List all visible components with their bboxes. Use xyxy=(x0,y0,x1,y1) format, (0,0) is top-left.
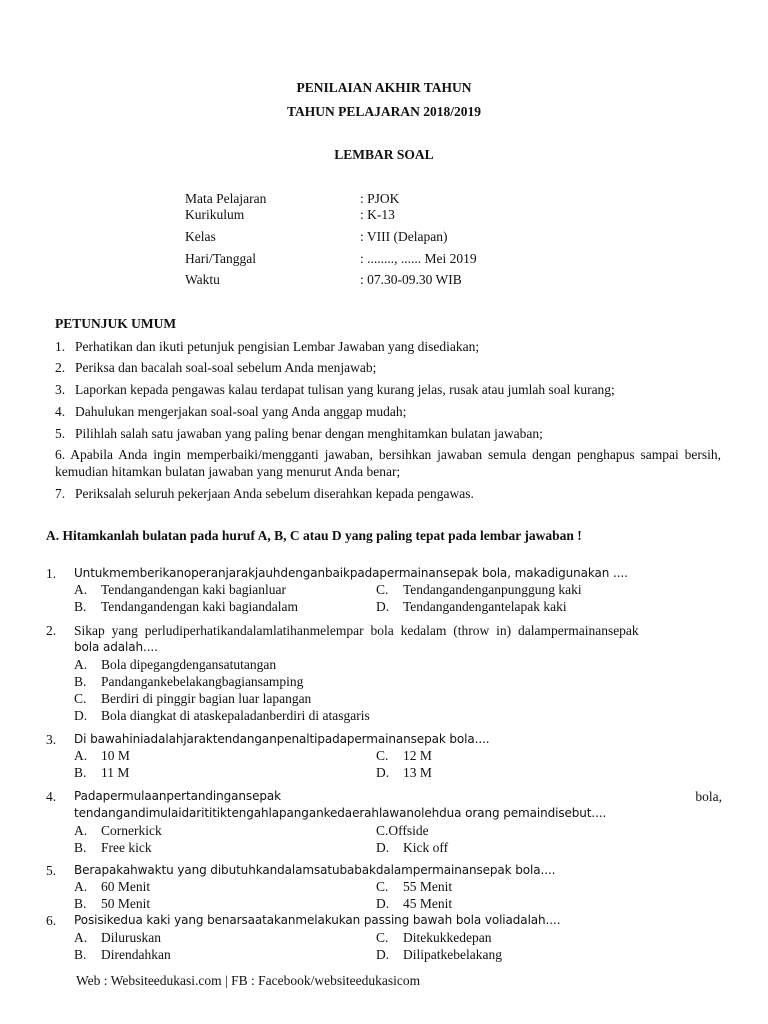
doc-heading: LEMBAR SOAL xyxy=(334,147,434,162)
instruction-item xyxy=(55,381,721,398)
identity-value: : K-13 xyxy=(360,207,395,222)
instruction-text: Periksalah seluruh pekerjaan Anda sebelum diserahkan kepada pengawas. xyxy=(75,486,474,501)
instruction-number: 6. xyxy=(55,447,66,462)
option-a: A. 60 Menit xyxy=(74,879,151,894)
instruction-number: 1. xyxy=(55,339,66,354)
question-text-continued: tendangandimulaidarititiktengahlapangankedaerahlawanolehdua orang pemaindisebut.... xyxy=(74,806,607,820)
identity-label: Kelas xyxy=(185,229,216,244)
identity-value: : VIII (Delapan) xyxy=(360,229,448,244)
question-text: Padapermulaanpertandingansepak xyxy=(74,789,281,803)
instruction-item xyxy=(55,425,721,442)
option-a: A. Diluruskan xyxy=(74,930,161,945)
instruction-number: 5. xyxy=(55,426,66,441)
question-text: Untukmemberikanoperanjarakjauhdenganbaikpadapermainansepak bola, makadigunakan .... xyxy=(74,566,628,580)
option-a: A. 10 M xyxy=(74,748,130,763)
instruction-item xyxy=(55,403,721,420)
option-a: A. Cornerkick xyxy=(74,823,162,838)
option-d: D. Kick off xyxy=(376,840,449,855)
option-b: B. Tendangandengan kaki bagiandalam xyxy=(74,599,298,614)
instruction-text: Perhatikan dan ikuti petunjuk pengisian Lembar Jawaban yang disediakan; xyxy=(75,339,480,354)
option-b: B. Pandangankebelakangbagiansamping xyxy=(74,674,304,689)
question-number: 5. xyxy=(46,863,57,878)
instruction-number: 3. xyxy=(55,382,66,397)
option-c: C.Offside xyxy=(376,823,429,838)
instruction-number: 2. xyxy=(55,360,66,375)
instruction-item xyxy=(55,338,721,355)
option-b: B. Direndahkan xyxy=(74,947,171,962)
instructions-title: PETUNJUK UMUM xyxy=(55,316,177,331)
instruction-item xyxy=(55,446,721,480)
identity-label: Hari/Tanggal xyxy=(185,251,257,266)
doc-title: PENILAIAN AKHIR TAHUN xyxy=(296,80,472,95)
question-number: 4. xyxy=(46,789,57,804)
option-c: C. Tendangandenganpunggung kaki xyxy=(376,582,582,597)
instruction-text: Laporkan kepada pengawas kalau terdapat tulisan yang kurang jelas, rusak atau jumlah soal kurang; xyxy=(75,382,615,397)
question-text: Sikap yang perludiperhatikandalamlatihanmelempar bola kedalam (throw in) dalampermainansepak xyxy=(74,623,639,638)
footer-links: Web : Websiteedukasi.com | FB : Facebook/websiteedukasicom xyxy=(76,973,421,988)
identity-label: Mata Pelajaran xyxy=(185,191,267,206)
instruction-number: 4. xyxy=(55,404,66,419)
option-d: D. Tendangandengantelapak kaki xyxy=(376,599,567,614)
option-c: C. 55 Menit xyxy=(376,879,453,894)
option-d: D. Bola diangkat di ataskepaladanberdiri di atasgaris xyxy=(74,708,370,723)
question-text: Di bawahiniadalahjaraktendanganpenaltipadapermainansepak bola.... xyxy=(74,732,490,746)
option-c: C. 12 M xyxy=(376,748,432,763)
option-d: D. 13 M xyxy=(376,765,432,780)
identity-value: : 07.30-09.30 WIB xyxy=(360,272,462,287)
option-b: B. Free kick xyxy=(74,840,152,855)
option-c: C. Ditekukkedepan xyxy=(376,930,492,945)
identity-label: Waktu xyxy=(185,272,220,287)
instruction-item xyxy=(55,485,721,502)
instruction-text: Periksa dan bacalah soal-soal sebelum Anda menjawab; xyxy=(75,360,377,375)
option-b: B. 50 Menit xyxy=(74,896,151,911)
question-text-continued: bola adalah.... xyxy=(74,640,158,654)
identity-value: : ........, ...... Mei 2019 xyxy=(360,251,477,266)
doc-subtitle: TAHUN PELAJARAN 2018/2019 xyxy=(286,104,481,119)
instruction-number: 7. xyxy=(55,486,66,501)
question-number: 3. xyxy=(46,732,57,747)
question-number: 6. xyxy=(46,913,57,928)
instruction-text: Pilihlah salah satu jawaban yang paling benar dengan menghitamkan bulatan jawaban; xyxy=(75,426,543,441)
option-b: B. 11 M xyxy=(74,765,130,780)
option-a: A. Bola dipegangdengansatutangan xyxy=(74,657,277,672)
question-number: 2. xyxy=(46,623,57,638)
question-text: Berapakahwaktu yang dibutuhkandalamsatubabakdalampermainansepak bola.... xyxy=(74,863,556,877)
option-a: A. Tendangandengan kaki bagianluar xyxy=(74,582,286,597)
instruction-text: Apabila Anda ingin memperbaiki/mengganti jawaban, bersihkan jawaban semula dengan penghapus sampai bersih, kemudian hitamkan bulatan jawaban yang menurut Anda benar; xyxy=(55,447,721,479)
question-text-end: bola, xyxy=(695,789,722,804)
section-a-heading: A. Hitamkanlah bulatan pada huruf A, B, C atau D yang paling tepat pada lembar jawaban ! xyxy=(46,528,582,543)
option-d: D. 45 Menit xyxy=(376,896,453,911)
identity-label: Kurikulum xyxy=(185,207,245,222)
option-d: D. Dilipatkebelakang xyxy=(376,947,502,962)
option-c: C. Berdiri di pinggir bagian luar lapangan xyxy=(74,691,312,706)
question-text: Posisikedua kaki yang benarsaatakanmelakukan passing bawah bola voliadalah.... xyxy=(74,913,561,927)
question-number: 1. xyxy=(46,566,57,581)
identity-value: : PJOK xyxy=(360,191,400,206)
instruction-text: Dahulukan mengerjakan soal-soal yang Anda anggap mudah; xyxy=(75,404,407,419)
instruction-item xyxy=(55,359,721,376)
